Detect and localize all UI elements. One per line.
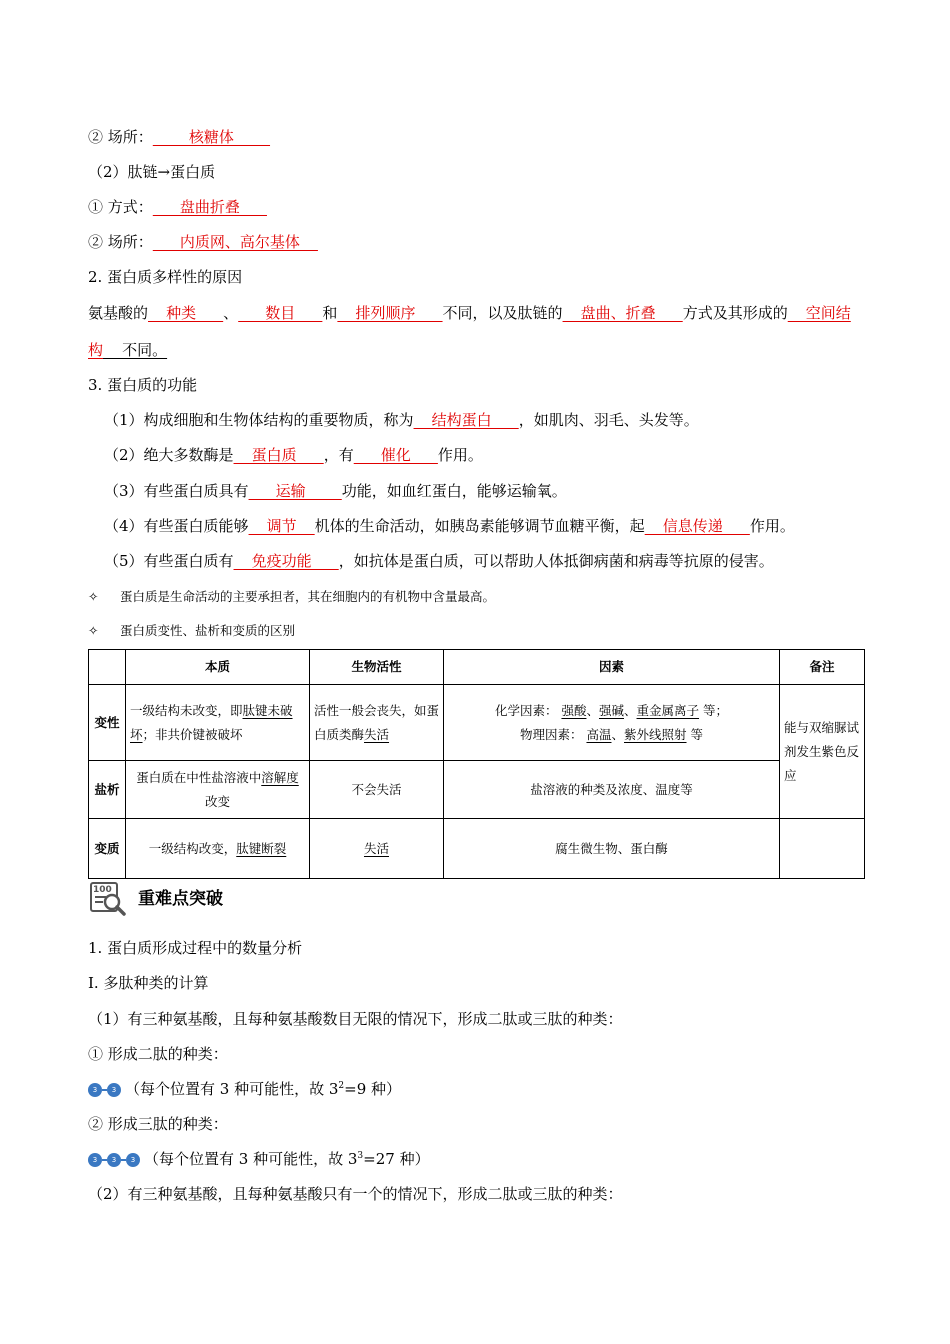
answer-blank: 信息传递 — [644, 517, 750, 535]
amino-acid-ball: 3 — [88, 1083, 102, 1097]
answer-blank: 调节 — [248, 517, 315, 535]
function-1 — [104, 409, 950, 431]
cell-text: 物理因素： — [519, 726, 583, 742]
note-1 — [88, 586, 950, 608]
note-2 — [88, 620, 950, 642]
amino-acid-ball: 3 — [107, 1153, 121, 1167]
table-header: 因素 — [444, 650, 780, 685]
remark-cell-empty — [780, 819, 865, 879]
factor-cell — [444, 685, 780, 761]
function-3 — [104, 480, 950, 502]
factor-cell: 腐生微生物、蛋白酶 — [444, 819, 780, 879]
tripeptide-chain-icon — [88, 1153, 140, 1167]
cell-blank: 肽键断裂 — [236, 840, 287, 856]
cell-blank: 强酸 — [561, 702, 587, 718]
cell-blank: 高温 — [586, 726, 612, 742]
cell-text: ；非共价键被破坏 — [142, 726, 243, 742]
cell-blank: 肽键未破坏 — [130, 702, 293, 742]
text: 作用。 — [749, 517, 795, 535]
text: （4）有些蛋白质能够 — [104, 517, 249, 535]
table-header: 生物活性 — [310, 650, 444, 685]
text: （每个位置有 3 种可能性，故 3 — [144, 1150, 358, 1168]
table-header — [89, 650, 126, 685]
case-2: （2）有三种氨基酸，且每种氨基酸只有一个的情况下，形成二肽或三肽的种类： — [88, 1185, 623, 1203]
answer-blank: 数目 — [238, 304, 323, 322]
factor-cell: 盐溶液的种类及浓度、温度等 — [444, 761, 780, 819]
row-label: 变性 — [89, 685, 126, 761]
comparison-table — [88, 649, 865, 879]
amino-acid-ball: 3 — [126, 1153, 140, 1167]
amino-acid-ball: 3 — [88, 1153, 102, 1167]
note-text: 蛋白质变性、盐析和变质的区别 — [120, 623, 296, 638]
text: ，有 — [323, 446, 354, 464]
essence-cell — [126, 761, 310, 819]
separator: 、 — [624, 702, 637, 718]
site-line-2 — [88, 231, 950, 253]
text: 作用。 — [437, 446, 483, 464]
answer-blank: 内质网、高尔基体 — [152, 233, 318, 251]
diamond-bullet-icon: ✧ — [88, 623, 99, 638]
answer-blank: 排列顺序 — [337, 304, 443, 322]
activity-cell — [310, 819, 444, 879]
cell-text: 一级结构改变， — [148, 840, 237, 856]
heading-function: 3. 蛋白质的功能 — [88, 376, 198, 394]
cell-text: 等； — [703, 702, 729, 718]
table-header-row — [89, 650, 865, 685]
method-line — [88, 196, 950, 218]
text: （5）有些蛋白质有 — [104, 552, 234, 570]
site-line-1 — [88, 126, 950, 148]
table-header: 备注 — [780, 650, 865, 685]
label-text: ① 方式： — [88, 198, 153, 216]
text: 机体的生命活动，如胰岛素能够调节血糖平衡，起 — [314, 517, 645, 535]
text: 氨基酸的 — [88, 304, 149, 322]
answer-blank: 蛋白质 — [233, 446, 324, 464]
answer-blank: 空间结 — [787, 304, 851, 322]
diversity-line-cont — [88, 339, 950, 361]
cell-text: 改变 — [204, 793, 230, 809]
cell-blank: 失活 — [364, 726, 390, 742]
dipeptide-line — [88, 1078, 950, 1100]
separator: 、 — [611, 726, 624, 742]
label-text: ② 场所： — [88, 128, 153, 146]
heading-peptide-to-protein: （2）肽链→蛋白质 — [88, 163, 216, 181]
cell-text: 蛋白质在中性盐溶液中 — [136, 769, 262, 785]
magnifier-100-icon — [88, 877, 128, 917]
text: ，如抗体是蛋白质，可以帮助人体抵御病菌和病毒等抗原的侵害。 — [338, 552, 774, 570]
cell-text: 一级结构未改变，即 — [130, 702, 243, 718]
svg-text:100: 100 — [93, 885, 112, 895]
activity-cell — [310, 685, 444, 761]
exponent: 3 — [357, 1151, 364, 1161]
case-1: （1）有三种氨基酸，且每种氨基酸数目无限的情况下，形成二肽或三肽的种类： — [88, 1010, 623, 1028]
cell-blank: 失活 — [363, 840, 389, 856]
diversity-line — [88, 302, 950, 324]
text: （2）绝大多数酶是 — [104, 446, 234, 464]
label-text: ② 场所： — [88, 233, 153, 251]
function-4 — [104, 515, 950, 537]
function-2 — [104, 444, 950, 466]
answer-blank: 结构蛋白 — [413, 411, 519, 429]
answer-blank: 免疫功能 — [233, 552, 339, 570]
note-text: 蛋白质是生命活动的主要承担者，其在细胞内的有机物中含量最高。 — [120, 589, 496, 604]
cell-text: 化学因素： — [494, 702, 558, 718]
row-label: 盐析 — [89, 761, 126, 819]
tripeptide-line — [88, 1148, 950, 1170]
analysis-heading: 1. 蛋白质形成过程中的数量分析 — [88, 939, 303, 957]
text: （每个位置有 3 种可能性，故 3 — [125, 1080, 339, 1098]
row-label: 变质 — [89, 819, 126, 879]
text: ，如肌肉、羽毛、头发等。 — [518, 411, 699, 429]
text: =9 种） — [344, 1080, 402, 1098]
section-title: 重难点突破 — [138, 889, 223, 909]
text: （3）有些蛋白质具有 — [104, 482, 249, 500]
table-row — [89, 685, 865, 761]
exponent: 2 — [338, 1081, 345, 1091]
answer-blank: 运输 — [248, 482, 342, 500]
diamond-bullet-icon: ✧ — [88, 589, 99, 604]
factor-physical — [448, 723, 775, 747]
essence-cell — [126, 819, 310, 879]
tripeptide-heading: ② 形成三肽的种类： — [88, 1115, 228, 1133]
cell-blank: 强碱 — [598, 702, 624, 718]
table-header: 本质 — [126, 650, 310, 685]
subheading: I. 多肽种类的计算 — [88, 974, 209, 992]
text: 功能，如血红蛋白，能够运输氧。 — [341, 482, 567, 500]
answer-blank: 盘曲、折叠 — [562, 304, 683, 322]
table-row — [89, 761, 865, 819]
function-5 — [104, 550, 950, 572]
text: =27 种） — [363, 1150, 430, 1168]
heading-diversity: 2. 蛋白质多样性的原因 — [88, 268, 243, 286]
remark-cell: 能与双缩脲试剂发生紫色反应 — [780, 685, 865, 819]
answer-blank: 盘曲折叠 — [152, 198, 267, 216]
text: 方式及其形成的 — [682, 304, 788, 322]
cell-blank: 溶解度 — [261, 769, 299, 785]
cell-blank: 紫外线照射 — [624, 726, 687, 742]
dipeptide-chain-icon — [88, 1083, 121, 1097]
answer-blank: 催化 — [353, 446, 438, 464]
cell-text: 等 — [690, 726, 704, 742]
answer-blank: 种类 — [148, 304, 224, 322]
activity-cell: 不会失活 — [310, 761, 444, 819]
table-row — [89, 819, 865, 879]
factor-chemical — [448, 699, 775, 723]
text: 、 — [223, 304, 239, 322]
answer-blank: 构 — [88, 341, 104, 359]
cell-text: 活性一般会丧失，如蛋白质类酶 — [314, 702, 440, 742]
text: 不同。 — [103, 341, 168, 359]
text: 和 — [322, 304, 338, 322]
dipeptide-heading: ① 形成二肽的种类： — [88, 1045, 228, 1063]
essence-cell — [126, 685, 310, 761]
amino-acid-ball: 3 — [107, 1083, 121, 1097]
answer-blank: 核糖体 — [152, 128, 271, 146]
text: 不同，以及肽链的 — [442, 304, 563, 322]
cell-blank: 重金属离子 — [636, 702, 700, 718]
separator: 、 — [586, 702, 599, 718]
text: （1）构成细胞和生物体结构的重要物质，称为 — [104, 411, 414, 429]
